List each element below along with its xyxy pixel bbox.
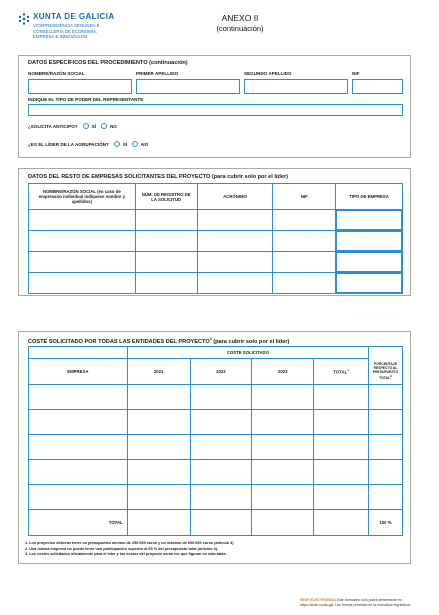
type-select[interactable] — [336, 273, 403, 294]
registry-cell[interactable] — [135, 231, 197, 252]
section-title: DATOS ESPECÍFICOS DEL PROCEDIMIENTO (continuación) — [28, 60, 188, 66]
total-percent: 100 % — [369, 510, 403, 536]
percent-cell[interactable] — [369, 410, 403, 435]
table-row — [29, 210, 403, 231]
percent-cell[interactable] — [369, 460, 403, 485]
col-name-header: NOMBRE/RAZÓN SOCIAL (en caso de empresario individual indíquese nombre y apellidos) — [29, 184, 136, 210]
cost-section — [18, 331, 411, 564]
table-row — [29, 273, 403, 294]
advance-no-radio[interactable] — [101, 123, 107, 129]
registry-cell[interactable] — [135, 210, 197, 231]
name-cell[interactable] — [29, 231, 136, 252]
table-row — [29, 410, 403, 435]
cost-table — [28, 346, 403, 536]
acronym-cell[interactable] — [197, 210, 273, 231]
company-cell[interactable] — [29, 460, 128, 485]
amount-cell[interactable] — [127, 385, 190, 410]
col-type-header: TIPO DE EMPRESA — [336, 184, 403, 210]
footnote: 1. Los proyectos deberán tener un presupuesto mínimo de 250.000 euros y un máximo de 600.000 euros (artículo 3) — [25, 541, 234, 545]
type-select[interactable] — [336, 252, 403, 273]
table-row — [29, 485, 403, 510]
name-cell[interactable] — [29, 210, 136, 231]
amount-cell[interactable] — [127, 485, 190, 510]
nif-field[interactable] — [352, 79, 403, 94]
amount-cell[interactable] — [190, 460, 252, 485]
total-row — [29, 510, 403, 536]
amount-cell[interactable] — [190, 485, 252, 510]
page-title: ANEXO II — [221, 13, 259, 23]
page-subtitle: (continuación) — [216, 24, 264, 33]
total-row-label: TOTAL — [29, 510, 128, 536]
nif-cell[interactable] — [273, 252, 336, 273]
total-cell[interactable] — [314, 410, 369, 435]
second-surname-field[interactable] — [244, 79, 348, 94]
other-companies-section — [18, 168, 411, 296]
acronym-cell[interactable] — [197, 231, 273, 252]
col-nif-header: NIF — [273, 184, 336, 210]
total-cell[interactable] — [314, 460, 369, 485]
col-acronym-header: ACRÓNIMO — [197, 184, 273, 210]
amount-cell[interactable] — [190, 435, 252, 460]
nif-cell[interactable] — [273, 273, 336, 294]
leader-yes-radio[interactable] — [114, 141, 120, 147]
type-select[interactable] — [336, 231, 403, 252]
footer-notice: SEDE ELECTRÓNICA Este formulario solo podrá presentarse en https://sede.xunta.gal. Las formas previstas en la normativa reguladora — [300, 598, 411, 607]
table-row — [29, 385, 403, 410]
percent-cell[interactable] — [369, 385, 403, 410]
xunta-emblem-icon — [18, 13, 30, 25]
col-year-header: 2023 — [252, 359, 314, 385]
footnote: 2. Una misma empresa no puede tener una participación superior al 65 % del presupuesto total (artículo 3). — [25, 546, 219, 551]
col-registry-header: NÚM. DE REGISTRO DE LA SOLICITUD — [135, 184, 197, 210]
company-cell[interactable] — [29, 385, 128, 410]
table-row — [29, 435, 403, 460]
section-title: COSTE SOLICITADO POR TODAS LAS ENTIDADES DEL PROYECTO$^3$ (para cubrir solo por el líder) — [28, 337, 290, 345]
total-cell[interactable] — [314, 485, 369, 510]
col-percent-header: PORCENTAJE RESPECTO AL PRESUPUESTO TOTAL$^2$ — [369, 359, 403, 385]
specific-data-section — [18, 55, 411, 158]
registry-cell[interactable] — [135, 273, 197, 294]
amount-cell[interactable] — [190, 410, 252, 435]
company-cell[interactable] — [29, 485, 128, 510]
power-type-label: INDIQUE EL TIPO DE PODER DEL REPRESENTANTE — [28, 97, 144, 102]
nif-cell[interactable] — [273, 231, 336, 252]
nif-label: NIF — [352, 71, 360, 76]
first-surname-label: PRIMER APELLIDO — [136, 71, 179, 76]
col-year-header: 2022 — [190, 359, 252, 385]
amount-cell[interactable] — [252, 460, 314, 485]
nif-cell[interactable] — [273, 210, 336, 231]
company-cell[interactable] — [29, 435, 128, 460]
amount-cell[interactable] — [127, 435, 190, 460]
amount-cell[interactable] — [252, 435, 314, 460]
registry-cell[interactable] — [135, 252, 197, 273]
percent-cell[interactable] — [369, 435, 403, 460]
amount-cell[interactable] — [252, 485, 314, 510]
amount-cell[interactable] — [252, 385, 314, 410]
table-header-row — [29, 184, 403, 210]
table-row — [29, 460, 403, 485]
acronym-cell[interactable] — [197, 252, 273, 273]
leader-no-radio[interactable] — [132, 141, 138, 147]
amount-cell[interactable] — [190, 385, 252, 410]
name-label: NOMBRE/RAZÓN SOCIAL — [28, 71, 85, 76]
cost-columns-row — [29, 359, 403, 385]
total-amount-cell[interactable] — [127, 510, 190, 536]
cost-header-row — [29, 347, 403, 359]
cost-requested-header: COSTE SOLICITADO — [127, 347, 368, 359]
second-surname-label: SEGUNDO APELLIDO — [244, 71, 292, 76]
leader-question: ¿ES EL LÍDER DE LA AGRUPACIÓN? SÍ NO — [28, 141, 149, 147]
table-row — [29, 252, 403, 273]
amount-cell[interactable] — [127, 410, 190, 435]
power-type-field[interactable] — [28, 104, 403, 116]
col-year-header: 2021 — [127, 359, 190, 385]
total-cell[interactable] — [314, 435, 369, 460]
col-total-header: TOTAL$^1$ — [314, 359, 369, 385]
total-amount-cell[interactable] — [190, 510, 252, 536]
first-surname-field[interactable] — [136, 79, 240, 94]
type-select[interactable] — [336, 210, 403, 231]
company-cell[interactable] — [29, 410, 128, 435]
companies-table — [28, 183, 403, 294]
advance-yes-radio[interactable] — [83, 123, 89, 129]
advance-question: ¿SOLICITA ANTICIPO? SÍ NO — [28, 123, 117, 129]
footnote: 3. Los costes solicitados oficialmente para el líder y los socios del proyecto serán los que figuran en esta tabla. — [25, 552, 227, 557]
sede-electronica-label: SEDE ELECTRÓNICA — [300, 598, 336, 602]
name-cell[interactable] — [29, 273, 136, 294]
footnotes — [25, 541, 233, 558]
table-row — [29, 231, 403, 252]
total-amount-cell[interactable] — [252, 510, 314, 536]
name-field[interactable] — [28, 79, 132, 94]
col-company-header: EMPRESA — [29, 359, 128, 385]
amount-cell[interactable] — [127, 460, 190, 485]
acronym-cell[interactable] — [197, 273, 273, 294]
name-cell[interactable] — [29, 252, 136, 273]
section-title: DATOS DEL RESTO DE EMPRESAS SOLICITANTES DEL PROYECTO (para cubrir solo por el líder) — [28, 174, 289, 180]
logo-name: XUNTA DE GALICIA — [33, 12, 115, 21]
total-cell[interactable] — [314, 385, 369, 410]
amount-cell[interactable] — [252, 410, 314, 435]
grand-total-cell[interactable] — [314, 510, 369, 536]
logo-department: VICEPRESIDENCIA SEGUNDA E CONSELLERÍA DE ECONOMÍA, EMPRESA E INNOVACIÓN — [33, 23, 100, 40]
percent-cell[interactable] — [369, 485, 403, 510]
